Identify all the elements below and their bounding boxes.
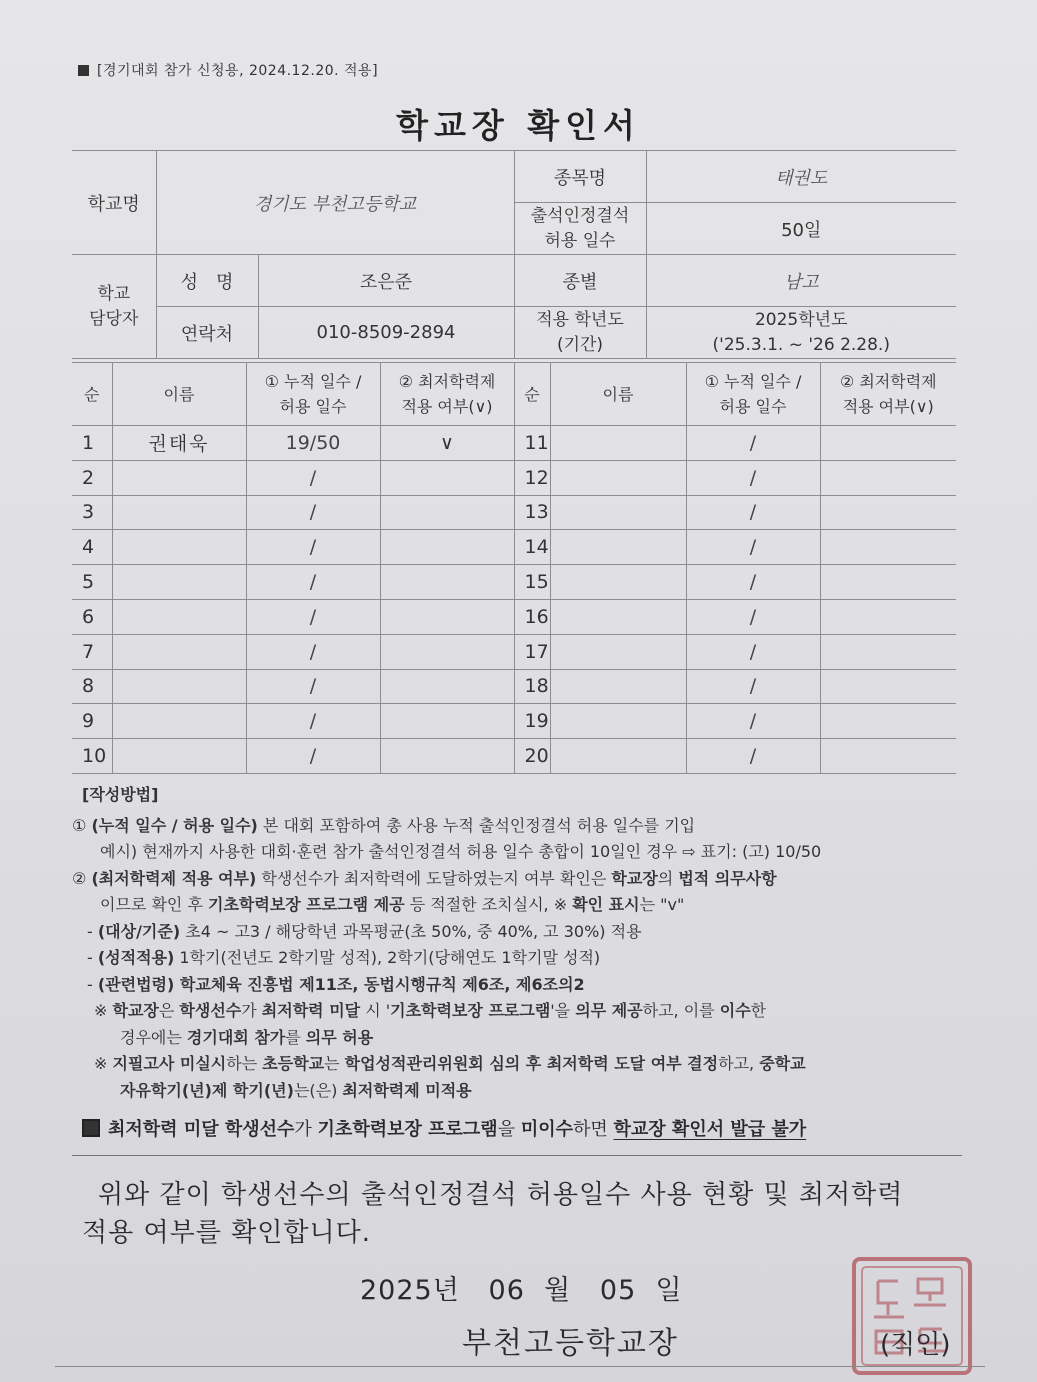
row-no: 14 (514, 530, 550, 565)
warning-d: 을 (497, 1119, 521, 1140)
guide-l10h: 중학교 (759, 1054, 806, 1073)
date-year: 2025년 (360, 1275, 460, 1306)
row-days: / (246, 669, 380, 704)
document-title: 학교장 확인서 (396, 106, 641, 145)
guide-title: [작성방법] (82, 785, 159, 804)
issue-date (360, 1268, 683, 1307)
guide-line-5 (72, 919, 962, 946)
date-day-unit: 일 (655, 1275, 683, 1306)
row-days: / (686, 704, 820, 739)
guide-l8j: 의무 제공 (575, 1001, 643, 1020)
table-row (72, 739, 956, 774)
date-month-unit: 월 (544, 1275, 572, 1306)
guide-l9c: 를 (285, 1027, 306, 1047)
writing-guide (72, 782, 962, 1104)
row-no: 5 (72, 565, 112, 600)
row-name (550, 460, 686, 495)
header-name-2: 이름 (550, 363, 686, 426)
allowed-days-label-line1: 출석인정결석 (530, 205, 630, 226)
guide-line-6 (72, 945, 962, 972)
warning-g: 학교장 확인서 발급 불가 (613, 1119, 807, 1140)
guide-l1c: 본 대회 포함하여 총 사용 누적 출석인정결석 허용 일수를 기입 (257, 815, 696, 835)
guide-l5b: (대상/기준) (97, 921, 181, 941)
row-no: 8 (72, 669, 112, 704)
guide-l10a: ※ (94, 1054, 113, 1073)
guide-l3c: 학생선수가 최저학력에 도달하였는지 여부 확인은 (256, 868, 612, 888)
row-check (820, 634, 956, 669)
date-day: 05 (599, 1275, 637, 1306)
row-name (112, 634, 246, 669)
header-min-2-line2: 적용 여부(∨) (842, 397, 934, 416)
name-label: 성 명 (156, 255, 258, 307)
header-min (380, 363, 514, 426)
guide-l10e: 는 (324, 1054, 345, 1073)
school-value: 경기도 부천고등학교 (156, 151, 514, 255)
guide-l4d: 확인 표시 (572, 895, 640, 914)
row-check (820, 460, 956, 495)
row-name (112, 530, 246, 565)
form-header-note (78, 60, 378, 80)
allowed-days-value: 50일 (646, 203, 956, 255)
warning-c: 기초학력보장 프로그램 (317, 1119, 498, 1140)
info-table (72, 150, 956, 359)
guide-l1a: ① (72, 815, 92, 835)
header-min-line1: ② 최저학력제 (398, 372, 496, 391)
header-days-2-line1: ① 누적 일수 / (704, 372, 802, 391)
row-name (112, 495, 246, 530)
row-name (550, 426, 686, 461)
header-days-line1: ① 누적 일수 / (264, 372, 362, 391)
row-no: 17 (514, 634, 550, 669)
row-no: 6 (72, 599, 112, 634)
row-no: 13 (514, 495, 550, 530)
guide-l4c: 등 적절한 조치실시, ※ (404, 895, 573, 914)
guide-l6a: - (87, 948, 98, 967)
roster-table (72, 362, 956, 774)
guide-l3a: ② (72, 868, 92, 888)
row-days: / (686, 495, 820, 530)
row-no: 16 (514, 599, 550, 634)
header-note-text: [경기대회 참가 신청용, 2024.12.20. 적용] (97, 63, 379, 79)
guide-l3e: 의 (657, 868, 679, 888)
guide-l6c: 1학기(전년도 2학기말 성적), 2학기(당해연도 1학기말 성적) (174, 948, 601, 967)
row-name (112, 565, 246, 600)
row-no: 12 (514, 460, 550, 495)
header-no-2: 순 (514, 363, 550, 426)
guide-line-9 (72, 1025, 962, 1052)
guide-line-3 (72, 866, 962, 893)
guide-l9a: 경우에는 (120, 1027, 187, 1047)
guide-l10b: 지필고사 미실시 (112, 1054, 227, 1073)
table-row (72, 704, 956, 739)
guide-l11a: 자유학기(년)제 학기(년) (120, 1080, 294, 1100)
row-check: ∨ (380, 426, 514, 461)
guide-l8b: 학교장 (112, 1001, 159, 1020)
row-days: / (246, 495, 380, 530)
guide-line-11 (72, 1078, 962, 1105)
warning-a: 최저학력 미달 학생선수 (108, 1119, 295, 1140)
row-name (550, 565, 686, 600)
header-min-line2: 적용 여부(∨) (401, 397, 493, 416)
guide-l11c: 최저학력제 미적용 (342, 1080, 472, 1100)
row-days: / (246, 704, 380, 739)
row-name (550, 530, 686, 565)
guide-l7b: (관련법령) 학교체육 진흥법 제11조, 동법시행규칙 제6조, 제6조의2 (97, 974, 585, 994)
row-days: / (686, 634, 820, 669)
guide-l8c: 은 (158, 1001, 180, 1020)
guide-l9b: 경기대회 참가 (186, 1027, 286, 1047)
row-days: / (686, 460, 820, 495)
school-label: 학교명 (72, 151, 156, 255)
table-row (72, 634, 956, 669)
bottom-divider (55, 1366, 985, 1367)
square-bullet-icon (78, 65, 89, 76)
row-name (112, 599, 246, 634)
category-label: 종별 (514, 255, 646, 307)
table-row (72, 669, 956, 704)
year-label (514, 307, 646, 359)
divider (72, 1155, 962, 1156)
guide-line-1 (72, 813, 962, 840)
row-days: / (246, 634, 380, 669)
year-label-line2: (기간) (556, 334, 604, 355)
guide-l3f: 법적 의무사항 (678, 868, 777, 888)
row-no: 19 (514, 704, 550, 739)
row-days: / (686, 739, 820, 774)
manager-label-line2: 담당자 (89, 308, 139, 329)
warning-f: 하면 (573, 1119, 614, 1140)
row-days: / (246, 530, 380, 565)
guide-l9d: 의무 허용 (305, 1027, 374, 1047)
row-days: / (686, 599, 820, 634)
row-name (112, 704, 246, 739)
header-no: 순 (72, 363, 112, 426)
principal-name: 부천고등학교장 (462, 1326, 679, 1361)
row-name: 권태욱 (112, 426, 246, 461)
warning-note (82, 1115, 962, 1141)
sport-label: 종목명 (514, 151, 646, 203)
table-row (72, 530, 956, 565)
manager-label (72, 255, 156, 359)
year-value-line2: ('25.3.1. ~ '26 2.28.) (712, 334, 890, 355)
roster-header-row (72, 363, 956, 426)
guide-l7a: - (87, 974, 98, 994)
guide-l8d: 학생선수 (179, 1001, 242, 1020)
row-no: 20 (514, 739, 550, 774)
allowed-days-label (514, 203, 646, 255)
guide-l8h: 기초학력보장 프로그램 (390, 1001, 551, 1020)
guide-l8f: 최저학력 미달 (261, 1001, 361, 1020)
row-days: / (246, 565, 380, 600)
row-check (820, 495, 956, 530)
row-check (820, 739, 956, 774)
row-check (820, 669, 956, 704)
guide-line-2: 예시) 현재까지 사용한 대회·훈련 참가 출석인정결석 허용 일수 총합이 10일인 경우 ⇨ 표기: (고) 10/50 (100, 842, 822, 861)
guide-l11b: 는(은) (293, 1080, 343, 1100)
row-days: / (686, 426, 820, 461)
confirm-line-1: 위와 같이 학생선수의 출석인정결석 허용일수 사용 현황 및 최저학력 (98, 1180, 904, 1210)
guide-l10g: 하고, (718, 1054, 760, 1073)
guide-l5c: 초4 ~ 고3 / 해당학년 과목평균(초 50%, 중 40%, 고 30%) 적용 (180, 921, 642, 941)
row-days: / (246, 599, 380, 634)
row-check (380, 669, 514, 704)
row-name (550, 495, 686, 530)
table-row (72, 565, 956, 600)
row-name (550, 669, 686, 704)
row-check (820, 530, 956, 565)
header-days-line2: 허용 일수 (279, 397, 347, 416)
guide-l8l: 이수 (719, 1001, 751, 1020)
year-value-line1: 2025학년도 (754, 309, 848, 330)
guide-line-7 (72, 972, 962, 999)
guide-l4b: 기초학력보장 프로그램 제공 (208, 895, 405, 914)
header-min-2-line1: ② 최저학력제 (839, 372, 937, 391)
table-row (72, 495, 956, 530)
row-check (380, 495, 514, 530)
table-row (72, 460, 956, 495)
row-name (550, 634, 686, 669)
table-row (72, 599, 956, 634)
row-days: / (686, 565, 820, 600)
guide-line-4 (72, 892, 962, 919)
row-check (380, 599, 514, 634)
row-no: 1 (72, 426, 112, 461)
contact-value: 010-8509-2894 (258, 307, 514, 359)
allowed-days-label-line2: 허용 일수 (544, 230, 616, 251)
row-days: / (686, 530, 820, 565)
guide-l8a: ※ (94, 1001, 113, 1020)
row-check (820, 565, 956, 600)
row-check (380, 634, 514, 669)
guide-l8m: 한 (750, 1001, 767, 1020)
row-name (112, 739, 246, 774)
seal-label: (직인) (880, 1330, 951, 1360)
contact-label: 연락처 (156, 307, 258, 359)
row-no: 4 (72, 530, 112, 565)
header-days-2 (686, 363, 820, 426)
guide-l3d: 학교장 (611, 868, 658, 888)
guide-l10f: 학업성적관리위원회 심의 후 최저학력 도달 여부 결정 (344, 1054, 719, 1073)
confirm-line-2: 적용 여부를 확인합니다. (82, 1218, 371, 1248)
row-check (820, 704, 956, 739)
guide-line-8 (72, 998, 962, 1025)
row-name (550, 739, 686, 774)
warning-e: 미이수 (520, 1119, 573, 1140)
guide-l8g: 시 ' (360, 1001, 391, 1020)
guide-l10d: 초등학교 (262, 1054, 325, 1073)
header-days-2-line2: 허용 일수 (719, 397, 787, 416)
row-check (380, 704, 514, 739)
row-days: 19/50 (246, 426, 380, 461)
header-name: 이름 (112, 363, 246, 426)
row-name (112, 460, 246, 495)
guide-l8i: '을 (550, 1001, 576, 1020)
warning-b: 가 (294, 1119, 318, 1140)
table-row (72, 426, 956, 461)
row-name (112, 669, 246, 704)
row-name (550, 704, 686, 739)
row-no: 7 (72, 634, 112, 669)
row-days: / (686, 669, 820, 704)
row-no: 9 (72, 704, 112, 739)
year-value (646, 307, 956, 359)
row-no: 18 (514, 669, 550, 704)
row-no: 11 (514, 426, 550, 461)
manager-label-line1: 학교 (97, 283, 131, 304)
row-no: 3 (72, 495, 112, 530)
guide-l4e: 는 "v" (639, 895, 685, 914)
row-no: 2 (72, 460, 112, 495)
guide-line-10 (72, 1051, 962, 1078)
guide-l4a: 이므로 확인 후 (100, 895, 208, 914)
guide-l3b: (최저학력제 적용 여부) (91, 868, 257, 888)
guide-l8k: 하고, 이를 (642, 1001, 720, 1020)
header-min-2 (820, 363, 956, 426)
row-check (380, 530, 514, 565)
guide-l10c: 하는 (226, 1054, 263, 1073)
row-check (380, 565, 514, 600)
guide-l1b: (누적 일수 / 허용 일수) (91, 815, 258, 835)
row-check (380, 460, 514, 495)
year-label-line1: 적용 학년도 (536, 309, 624, 330)
confirmation-statement (82, 1176, 962, 1252)
name-value: 조은준 (258, 255, 514, 307)
row-days: / (246, 739, 380, 774)
row-days: / (246, 460, 380, 495)
row-check (820, 599, 956, 634)
row-no: 15 (514, 565, 550, 600)
row-check (820, 426, 956, 461)
category-value: 남고 (646, 255, 956, 307)
row-check (380, 739, 514, 774)
checkbox-bullet-icon (82, 1119, 100, 1137)
date-month: 06 (488, 1275, 525, 1306)
row-no: 10 (72, 739, 112, 774)
header-days (246, 363, 380, 426)
sport-value: 태권도 (646, 151, 956, 203)
guide-l5a: - (87, 921, 98, 941)
row-name (550, 599, 686, 634)
guide-l6b: (성적적용) (97, 948, 175, 967)
guide-l8e: 가 (241, 1001, 262, 1020)
